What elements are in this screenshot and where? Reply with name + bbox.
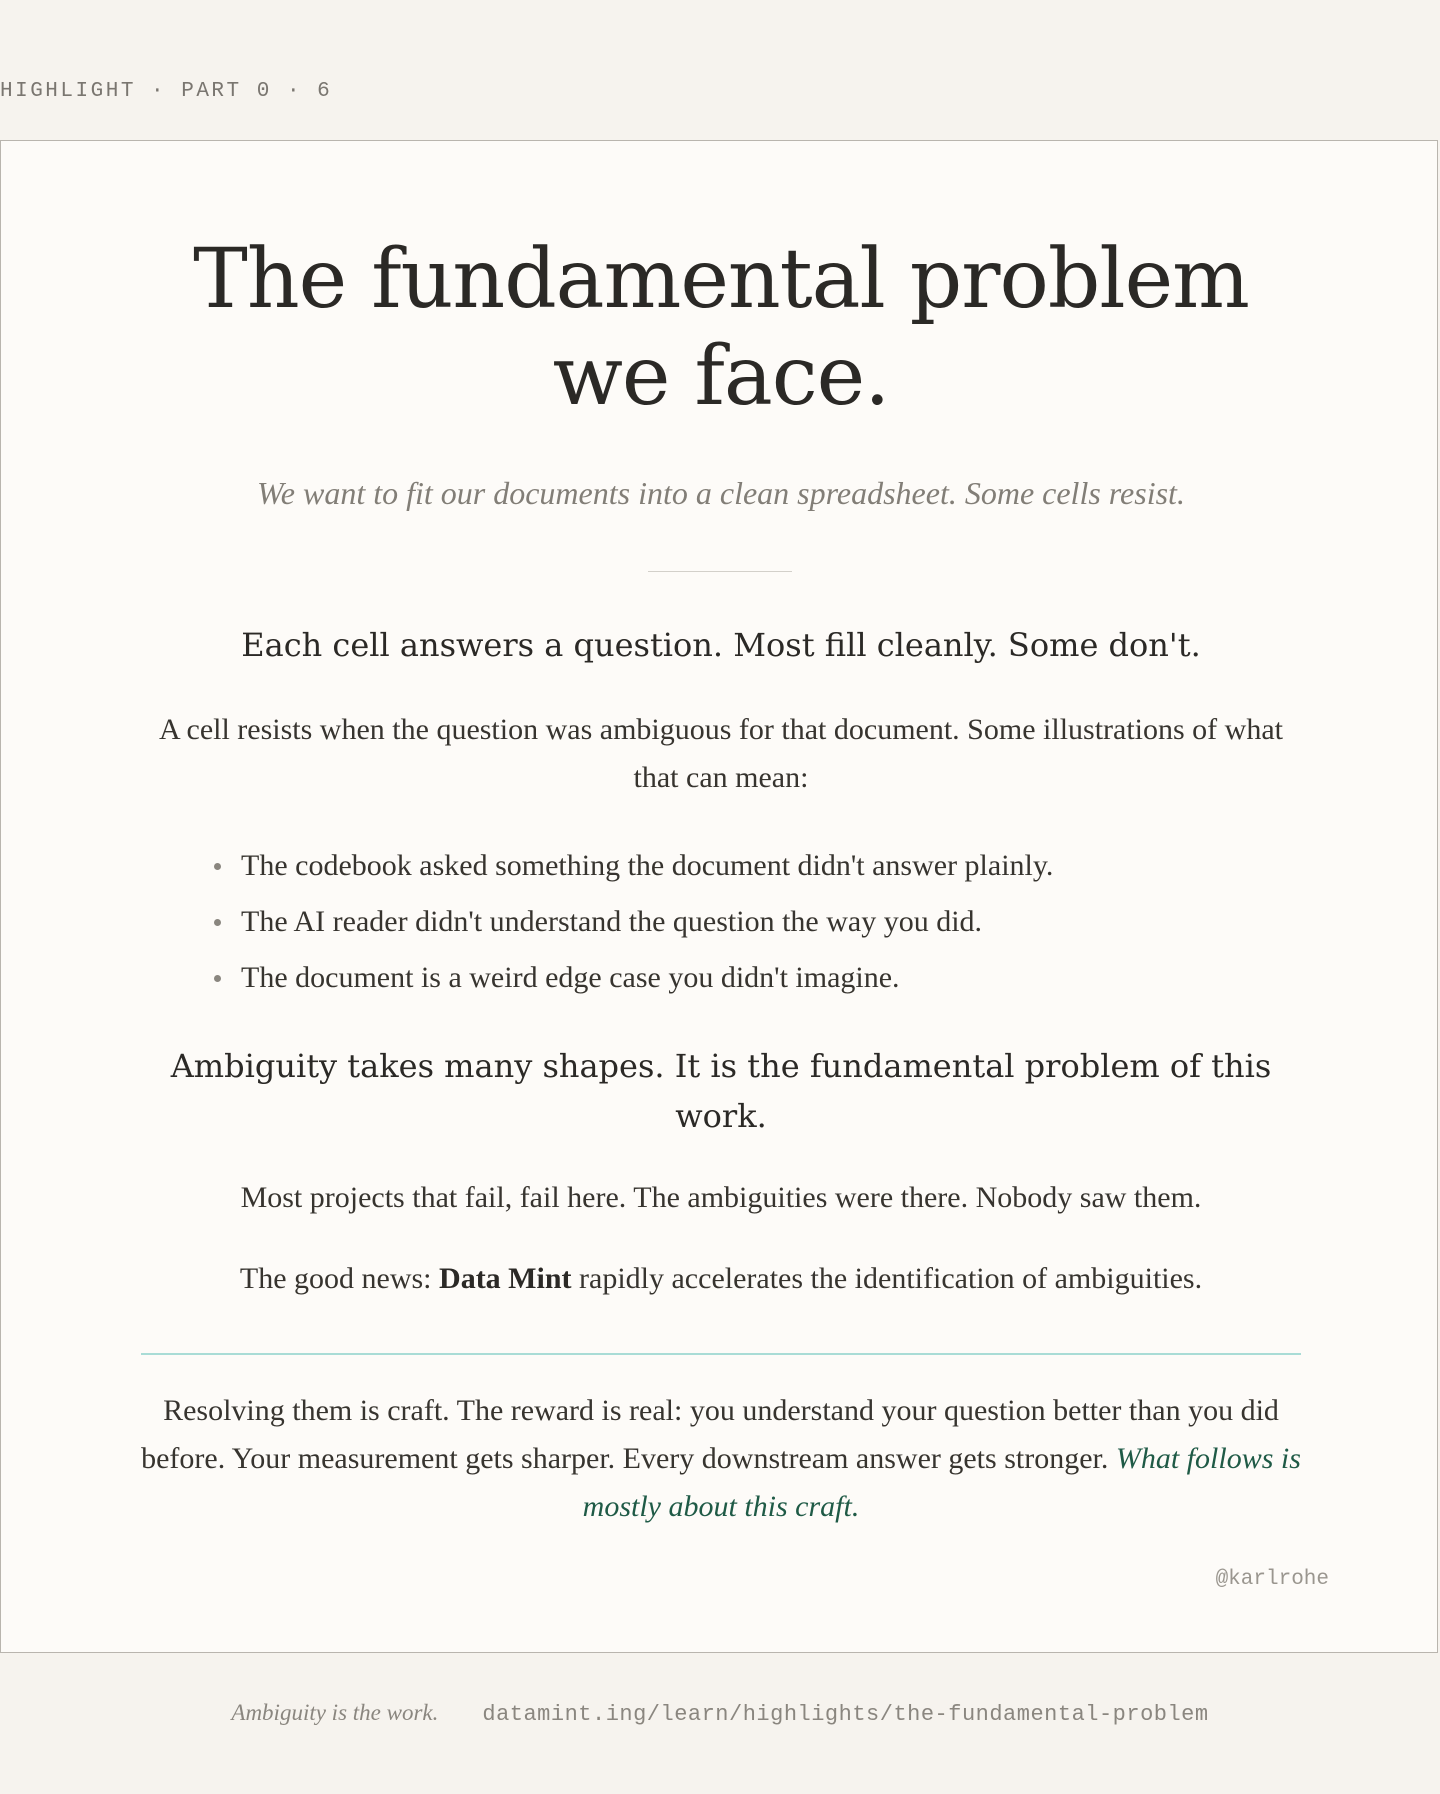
page-footer	[0, 1700, 1440, 1727]
title-divider	[648, 571, 792, 572]
good-news-prefix: The good news:	[239, 1262, 440, 1295]
intro-paragraph: A cell resists when the question was ambiguous for that document. Some illustrations of what that can mean:	[159, 713, 1283, 794]
failure-paragraph: Most projects that fail, fail here. The ambiguities were there. Nobody saw them.	[240, 1181, 1202, 1214]
good-news-paragraph	[141, 1255, 1301, 1303]
craft-accent-text: What follows is mostly about this craft.	[582, 1442, 1301, 1523]
list-item-text: The codebook asked something the document didn't answer plainly.	[241, 849, 1054, 882]
section-heading-cells: Each cell answers a question. Most fill cleanly. Some don't.	[241, 626, 1201, 664]
list-item	[211, 838, 1261, 894]
brand-name: Data Mint	[439, 1262, 572, 1295]
page-subtitle: We want to fit our documents into a clean spreadsheet. Some cells resist.	[257, 475, 1185, 511]
good-news-suffix: rapidly accelerates the identification of ambiguities.	[571, 1262, 1203, 1295]
list-item-text: The document is a weird edge case you didn't imagine.	[241, 961, 900, 994]
footer-tagline: Ambiguity is the work.	[231, 1700, 439, 1725]
highlight-card	[0, 140, 1438, 1653]
section-eyebrow: HIGHLIGHT · PART 0 · 6	[0, 80, 333, 103]
list-item	[211, 894, 1261, 950]
ambiguity-examples-list	[211, 838, 1261, 1006]
page-title: The fundamental problem we face.	[193, 232, 1249, 424]
footer-url-link[interactable]: datamint.ing/learn/highlights/the-fundamental-problem	[482, 1702, 1209, 1727]
section-divider	[141, 1353, 1301, 1355]
bullet-dot-icon	[214, 863, 221, 870]
craft-paragraph	[141, 1387, 1301, 1531]
list-item	[211, 950, 1261, 1006]
list-item-text: The AI reader didn't understand the question the way you did.	[241, 905, 983, 938]
bullet-dot-icon	[214, 919, 221, 926]
bullet-dot-icon	[214, 975, 221, 982]
author-handle: @karlrohe	[1215, 1568, 1329, 1591]
section-heading-ambiguity: Ambiguity takes many shapes. It is the fundamental problem of this work.	[170, 1047, 1272, 1135]
craft-text: Resolving them is craft. The reward is real: you understand your question better than you did before. Your measurement gets sharper. Every downstream answer gets stronger.	[141, 1394, 1279, 1475]
